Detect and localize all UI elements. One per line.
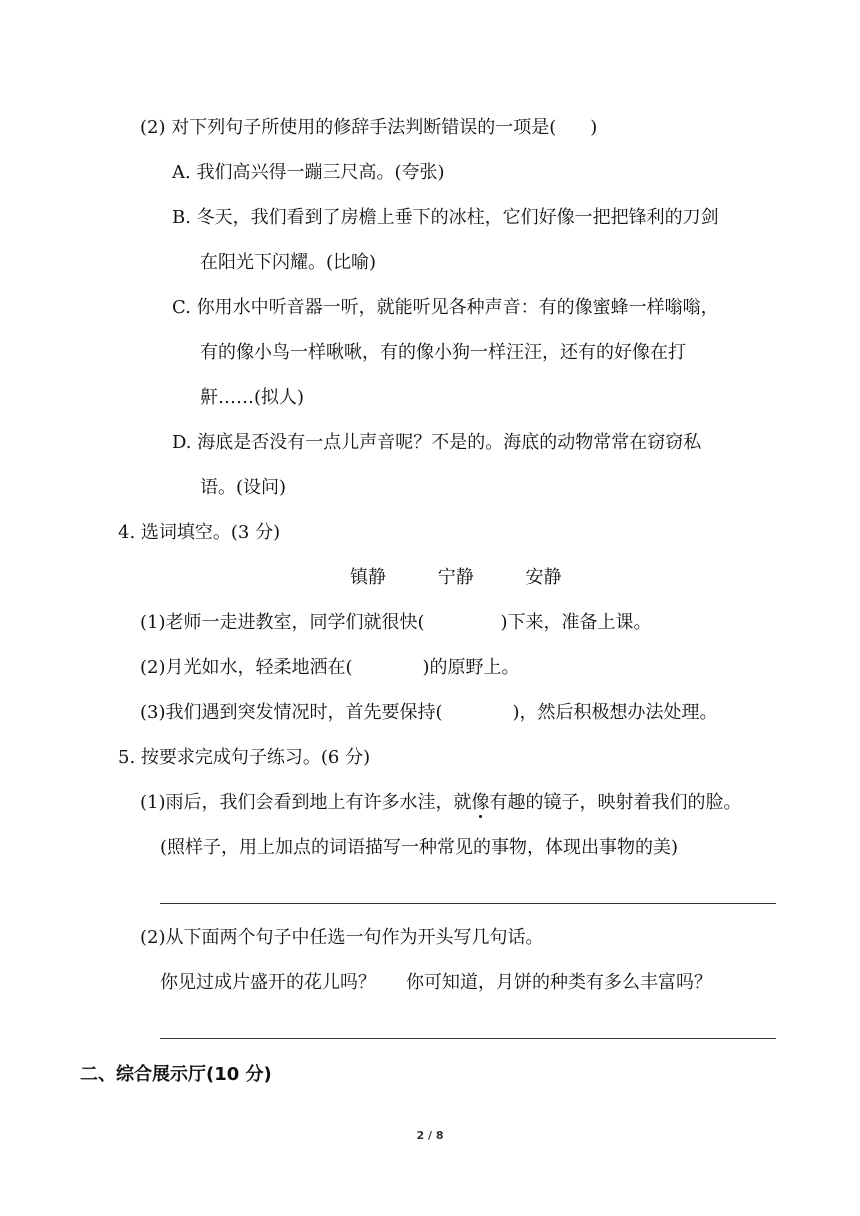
fill-item-2: (2)月光如水，轻柔地洒在( )的原野上。 <box>140 657 520 678</box>
question-2-title: (2) 对下列句子所使用的修辞手法判断错误的一项是( ) <box>140 117 598 138</box>
sentence-item-1: (1)雨后，我们会看到地上有许多水洼，就像有趣的镜子，映射着我们的脸。 <box>140 792 742 813</box>
word-option: 宁静 <box>437 567 474 588</box>
sentence-item-1-hint: (照样子，用上加点的词语描写一种常见的事物，体现出事物的美) <box>160 837 679 858</box>
sentence-choices <box>160 971 712 995</box>
choice-sentence: 你见过成片盛开的花儿吗？ <box>160 972 376 993</box>
section-2-heading: 二、综合展示厅(10 分) <box>80 1064 272 1085</box>
choice-sentence: 你可知道，月饼的种类有多么丰富吗？ <box>406 972 712 993</box>
question-5-title: 5. 按要求完成句子练习。(6 分) <box>118 747 371 768</box>
option-c-line3: 鼾……(拟人) <box>200 387 305 408</box>
option-d-line1: D. 海底是否没有一点儿声音呢？不是的。海底的动物常常在窃窃私 <box>172 432 702 453</box>
emphasized-word: 像 <box>471 792 490 813</box>
fill-item-1: (1)老师一走进教室，同学们就很快( )下来，准备上课。 <box>140 612 652 633</box>
option-b-line2: 在阳光下闪耀。(比喻) <box>200 252 377 273</box>
word-option: 镇静 <box>350 567 386 588</box>
page-number: 2 / 8 <box>416 1129 444 1142</box>
option-c-line2: 有的像小鸟一样啾啾，有的像小狗一样汪汪，还有的好像在打 <box>200 342 686 363</box>
option-b-line1: B. 冬天，我们看到了房檐上垂下的冰柱，它们好像一把把锋利的刀剑 <box>172 207 719 228</box>
answer-line[interactable] <box>160 903 776 904</box>
option-d-line2: 语。(设问) <box>200 477 287 498</box>
option-c-line1: C. 你用水中听音器一听，就能听见各种声音：有的像蜜蜂一样嗡嗡， <box>172 297 719 318</box>
fill-item-3: (3)我们遇到突发情况时，首先要保持( )，然后积极想办法处理。 <box>140 702 718 723</box>
option-a: A. 我们高兴得一蹦三尺高。(夸张) <box>172 162 445 183</box>
word-bank <box>350 566 561 590</box>
sentence-item-2: (2)从下面两个句子中任选一句作为开头写几句话。 <box>140 927 544 948</box>
answer-line[interactable] <box>160 1038 776 1039</box>
question-4-title: 4. 选词填空。(3 分) <box>118 522 281 543</box>
word-option: 安静 <box>525 567 562 588</box>
